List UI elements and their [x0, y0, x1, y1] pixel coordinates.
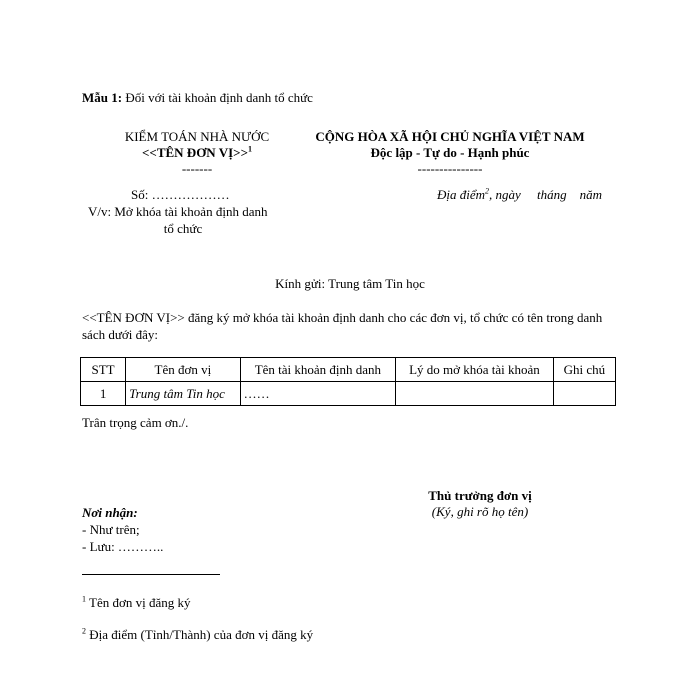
- cell-stt: 1: [81, 382, 126, 406]
- footnote-1-text: Tên đơn vị đăng ký: [89, 595, 191, 610]
- national-motto: Độc lập - Tự do - Hạnh phúc: [370, 145, 530, 160]
- footnote-2: [82, 627, 313, 643]
- footnote-1: [82, 595, 190, 611]
- nation-header: [303, 129, 597, 177]
- receiver-item: - Lưu: ………..: [82, 539, 164, 554]
- unit-table: [80, 357, 616, 406]
- agency-header: [60, 129, 334, 177]
- recipient-line: Kính gửi: Trung tâm Tin học: [275, 276, 425, 291]
- agency-name: KIỂM TOÁN NHÀ NƯỚC: [124, 129, 270, 144]
- receivers-label: Nơi nhận:: [82, 505, 138, 520]
- unit-placeholder: [60, 145, 334, 161]
- intro-paragraph: <<TÊN ĐƠN VỊ>> đăng ký mở khóa tài khoản định danh cho các đơn vị, tổ chức có tên trong danh sách dưới đây:: [82, 310, 603, 342]
- header-unlock-reason: Lý do mở khóa tài khoản: [396, 358, 554, 382]
- table-row: [81, 382, 616, 406]
- signature-block: [410, 488, 550, 520]
- receiver-item: - Như trên;: [82, 522, 140, 537]
- header-unit-name: Tên đơn vị: [126, 358, 240, 382]
- table-header-row: [81, 358, 616, 382]
- date-place-line: [437, 187, 602, 203]
- form-label: Mẫu 1:: [82, 90, 123, 105]
- nation-divider: ---------------: [417, 161, 483, 176]
- unit-placeholder-text: <<TÊN ĐƠN VỊ>>: [142, 145, 248, 160]
- date-fields: , ngày tháng năm: [489, 187, 603, 202]
- document-subject: [88, 203, 278, 237]
- header-stt: STT: [81, 358, 126, 382]
- signer-title: Thủ trưởng đơn vị: [428, 488, 532, 503]
- header-account-name: Tên tài khoản định danh: [240, 358, 396, 382]
- form-title: [82, 90, 313, 106]
- receivers-block: [82, 504, 163, 555]
- document-number: Số: ………………: [131, 187, 230, 202]
- cell-unit-name: Trung tâm Tin học: [126, 382, 240, 406]
- agency-divider: -------: [181, 161, 213, 176]
- nation-name: CỘNG HÒA XÃ HỘI CHỦ NGHĨA VIỆT NAM: [315, 129, 585, 144]
- header-note: Ghi chú: [553, 358, 615, 382]
- cell-unlock-reason: [396, 382, 554, 406]
- footnote-1-mark: 1: [82, 594, 86, 604]
- footnote-divider: [82, 574, 220, 575]
- subject-line-1: V/v: Mở khóa tài khoản định danh: [88, 204, 268, 219]
- footnote-mark-1: 1: [247, 144, 252, 154]
- footnote-mark-2: 2: [485, 186, 490, 196]
- signer-note: (Ký, ghi rõ họ tên): [431, 504, 529, 519]
- date-place-label: Địa điểm: [437, 187, 486, 202]
- cell-account-name: ……: [240, 382, 396, 406]
- closing-line: Trân trọng cảm ơn./.: [82, 415, 189, 430]
- footnote-2-mark: 2: [82, 626, 86, 636]
- cell-note: [553, 382, 615, 406]
- footnote-2-text: Địa điểm (Tỉnh/Thành) của đơn vị đăng ký: [89, 627, 314, 642]
- form-title-text: Đối với tài khoản định danh tổ chức: [125, 90, 313, 105]
- subject-line-2: tổ chức: [163, 221, 203, 236]
